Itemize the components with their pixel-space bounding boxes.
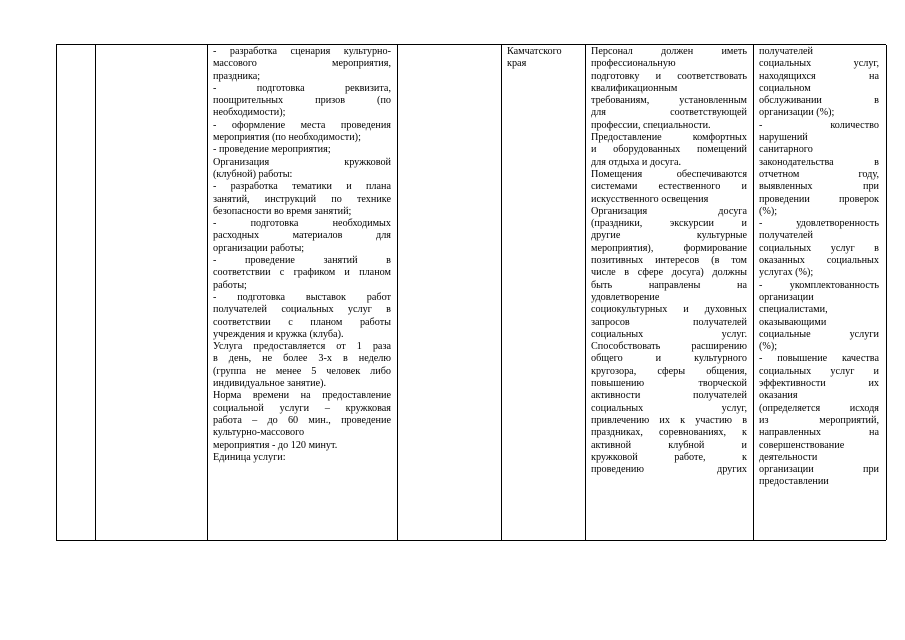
text-line: социальном — [759, 82, 811, 94]
column-border — [207, 45, 208, 540]
text-line: находящихся на — [759, 70, 879, 82]
text-line: направленных на — [759, 427, 879, 439]
text-line: получателей — [759, 230, 814, 242]
text-line: индивидуальное занятие). — [213, 378, 327, 390]
text-line: Единица услуги: — [213, 451, 286, 463]
text-line: другие культурные — [591, 230, 747, 242]
text-line: Организация досуга — [591, 205, 747, 217]
text-line: квалификационным — [591, 82, 678, 94]
text-line: - удовлетворенность — [759, 218, 879, 230]
text-line: активной клубной и — [591, 439, 747, 451]
text-line: - подготовка необходимых — [213, 218, 391, 230]
text-line: активности получателей — [591, 390, 747, 402]
text-line: числе в сфере досуга) должны — [591, 267, 747, 279]
text-line: праздниках, соревнованиях, к — [591, 427, 747, 439]
text-line: позитивных интересов (в том — [591, 255, 747, 267]
text-line: Камчатского — [507, 46, 562, 57]
text-line: социальных услуг. — [591, 328, 747, 340]
region-cell — [507, 46, 579, 71]
text-line: работа – до 60 мин., проведение — [213, 414, 391, 426]
service-content-cell — [213, 46, 391, 464]
text-line: края — [507, 58, 527, 70]
text-line: нарушений — [759, 132, 808, 144]
text-line: социальных услуг в — [759, 242, 879, 254]
text-line: получателей социальных услуг в — [213, 304, 391, 316]
column-border — [95, 45, 96, 540]
text-line: - проведение мероприятия; — [213, 144, 331, 156]
text-line: организации при — [759, 464, 879, 476]
text-line: - оформление места проведения — [213, 119, 391, 131]
text-line: социальных услуг, — [591, 402, 747, 414]
text-line: совершенствование — [759, 439, 845, 451]
text-line: деятельности — [759, 451, 818, 463]
text-line: быть направлены на — [591, 279, 747, 291]
text-line: организации — [759, 291, 814, 303]
text-line: (клубной) работы: — [213, 168, 293, 180]
text-line: (определяется исходя — [759, 402, 879, 414]
text-line: поощрительных призов (по — [213, 95, 391, 107]
text-line: Услуга предоставляется от 1 раза — [213, 341, 391, 353]
text-line: - проведение занятий в — [213, 255, 391, 267]
text-line: мероприятия (по необходимости); — [213, 132, 361, 144]
text-line: проведению других — [591, 464, 747, 476]
text-line: социокультурных и духовных — [591, 304, 747, 316]
column-border — [753, 45, 754, 540]
text-line: социальные услуги — [759, 328, 879, 340]
text-line: организации (%); — [759, 107, 835, 119]
text-line: соответствии с планом работы — [213, 316, 391, 328]
text-line: отчетном году, — [759, 168, 879, 180]
text-line: подготовку и соответствовать — [591, 70, 747, 82]
text-line: организации работы; — [213, 242, 305, 254]
text-line: расходных материалов для — [213, 230, 391, 242]
text-line: системами естественного и — [591, 181, 747, 193]
text-line: - разработка тематики и плана — [213, 181, 391, 193]
text-line: привлечению их к участию в — [591, 414, 747, 426]
text-line: требованиям, установленным — [591, 95, 747, 107]
text-line: из мероприятий, — [759, 414, 879, 426]
text-line: для отдыха и досуга. — [591, 156, 682, 168]
column-border — [397, 45, 398, 540]
text-line: санитарного — [759, 144, 813, 156]
text-line: занятий, инструкций по технике — [213, 193, 391, 205]
text-line: безопасности во время занятий; — [213, 205, 352, 217]
text-line: обслуживании в — [759, 95, 879, 107]
text-line: услугах (%); — [759, 267, 814, 279]
text-line: (%); — [759, 341, 778, 353]
text-line: эффективности их — [759, 378, 879, 390]
text-line: Способствовать расширению — [591, 341, 747, 353]
text-line: Организация кружковой — [213, 156, 391, 168]
text-line: Предоставление комфортных — [591, 132, 747, 144]
text-line: мероприятия), формирование — [591, 242, 747, 254]
text-line: - разработка сценария культурно- — [213, 46, 391, 57]
text-line: запросов получателей — [591, 316, 747, 328]
text-line: оказания — [759, 390, 798, 402]
text-line: профессии, специальности. — [591, 119, 711, 131]
text-line: - укомплектованность — [759, 279, 879, 291]
text-line: законодательства в — [759, 156, 879, 168]
text-line: учреждения и кружка (клуба). — [213, 328, 344, 340]
text-line: праздника; — [213, 70, 261, 82]
text-line: кругозора, сферы общения, — [591, 365, 747, 377]
standards-table — [56, 44, 886, 541]
text-line: Помещения обеспечиваются — [591, 168, 747, 180]
text-line: повышению творческой — [591, 378, 747, 390]
text-line: и оборудованных помещений — [591, 144, 747, 156]
text-line: оказанных социальных — [759, 255, 879, 267]
text-line: Персонал должен иметь — [591, 46, 747, 57]
text-line: массового мероприятия, — [213, 58, 391, 70]
text-line: - подготовка выставок работ — [213, 291, 391, 303]
text-line: оказывающими — [759, 316, 827, 328]
conditions-cell — [591, 46, 747, 476]
text-line: необходимости); — [213, 107, 286, 119]
text-line: социальных услуг и — [759, 365, 879, 377]
column-border — [886, 45, 887, 540]
text-line: - повышение качества — [759, 353, 879, 365]
text-line: для соответствующей — [591, 107, 747, 119]
text-line: социальных услуг, — [759, 58, 879, 70]
column-border — [56, 45, 57, 540]
text-line: в день, не более 3-х в неделю — [213, 353, 391, 365]
column-border — [585, 45, 586, 540]
text-line: - количество — [759, 119, 879, 131]
text-line: (группа не менее 5 человек либо — [213, 365, 391, 377]
text-line: получателей — [759, 46, 814, 57]
text-line: специалистами, — [759, 304, 828, 316]
text-line: искусственного освещения — [591, 193, 709, 205]
text-line: соответствии с графиком и планом — [213, 267, 391, 279]
text-line: кружковой работе, к — [591, 451, 747, 463]
column-border — [501, 45, 502, 540]
text-line: общего и культурного — [591, 353, 747, 365]
text-line: проведении проверок — [759, 193, 879, 205]
text-line: социальной услуги – кружковая — [213, 402, 391, 414]
text-line: профессиональную — [591, 58, 676, 70]
text-line: работы; — [213, 279, 247, 291]
text-line: выявленных при — [759, 181, 879, 193]
text-line: мероприятия - до 120 минут. — [213, 439, 338, 451]
text-line: (праздники, экскурсии и — [591, 218, 747, 230]
quality-indicators-cell — [759, 46, 879, 489]
text-line: удовлетворение — [591, 291, 660, 303]
text-line: культурно-массового — [213, 427, 305, 439]
text-line: Норма времени на предоставление — [213, 390, 391, 402]
text-line: предоставлении — [759, 476, 829, 488]
text-line: (%); — [759, 205, 778, 217]
text-line: - подготовка реквизита, — [213, 82, 391, 94]
